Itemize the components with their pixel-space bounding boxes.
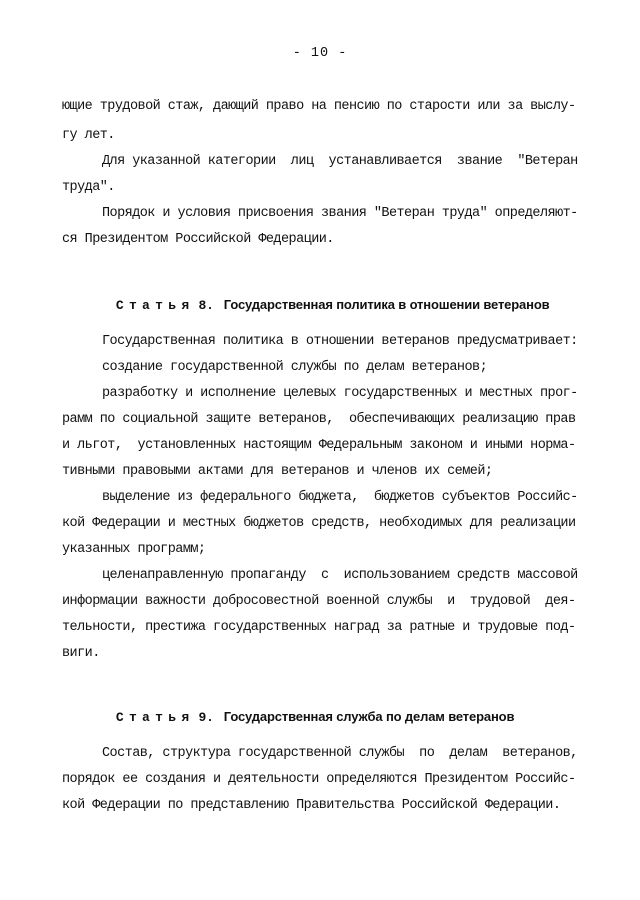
text-line: выделение из федерального бюджета, бюджетов субъектов Российс- <box>102 490 578 505</box>
text-line: кой Федерации и местных бюджетов средств, необходимых для реализации <box>62 516 576 531</box>
article-label: Статья <box>115 710 195 725</box>
text-line: ся Президентом Российской Федерации. <box>62 232 334 247</box>
article-title: Государственная служба по делам ветеранов <box>223 709 515 724</box>
article-9-heading <box>102 694 514 740</box>
text-line: тельности, престижа государственных наград за ратные и трудовые под- <box>62 620 576 635</box>
article-title: Государственная политика в отношении ветеранов <box>223 297 550 312</box>
text-line: создание государственной службы по делам ветеранов; <box>102 360 488 375</box>
article-number: 8. <box>198 298 214 313</box>
article-number: 9. <box>198 710 214 725</box>
text-line: тивными правовыми актами для ветеранов и членов их семей; <box>62 464 493 479</box>
text-line: кой Федерации по представлению Правительства Российской Федерации. <box>62 798 561 813</box>
text-line: гу лет. <box>62 128 115 143</box>
text-line: Состав, структура государственной службы по делам ветеранов, <box>102 746 578 761</box>
text-line: Для указанной категории лиц устанавливается звание "Ветеран <box>102 154 578 169</box>
article-label: Статья <box>115 298 195 313</box>
text-line: порядок ее создания и деятельности определяются Президентом Российс- <box>62 772 576 787</box>
text-line: целенаправленную пропаганду с использованием средств массовой <box>102 568 578 583</box>
text-line: труда". <box>62 180 115 195</box>
page-number: - 10 - <box>292 46 348 61</box>
text-line: и льгот, установленных настоящим Федеральным законом и иными норма- <box>62 438 576 453</box>
text-line: разработку и исполнение целевых государственных и местных прог- <box>102 386 578 401</box>
text-line: рамм по социальной защите ветеранов, обеспечивающих реализацию прав <box>62 412 576 427</box>
text-line: ющие трудовой стаж, дающий право на пенсию по старости или за выслу- <box>62 99 576 114</box>
text-line: Порядок и условия присвоения звания "Ветеран труда" определяют- <box>102 206 578 221</box>
article-8-heading <box>102 282 549 328</box>
text-line: виги. <box>62 646 100 661</box>
text-line: Государственная политика в отношении ветеранов предусматривает: <box>102 334 578 349</box>
text-line: информации важности добросовестной военной службы и трудовой дея- <box>62 594 576 609</box>
text-line: указанных программ; <box>62 542 206 557</box>
